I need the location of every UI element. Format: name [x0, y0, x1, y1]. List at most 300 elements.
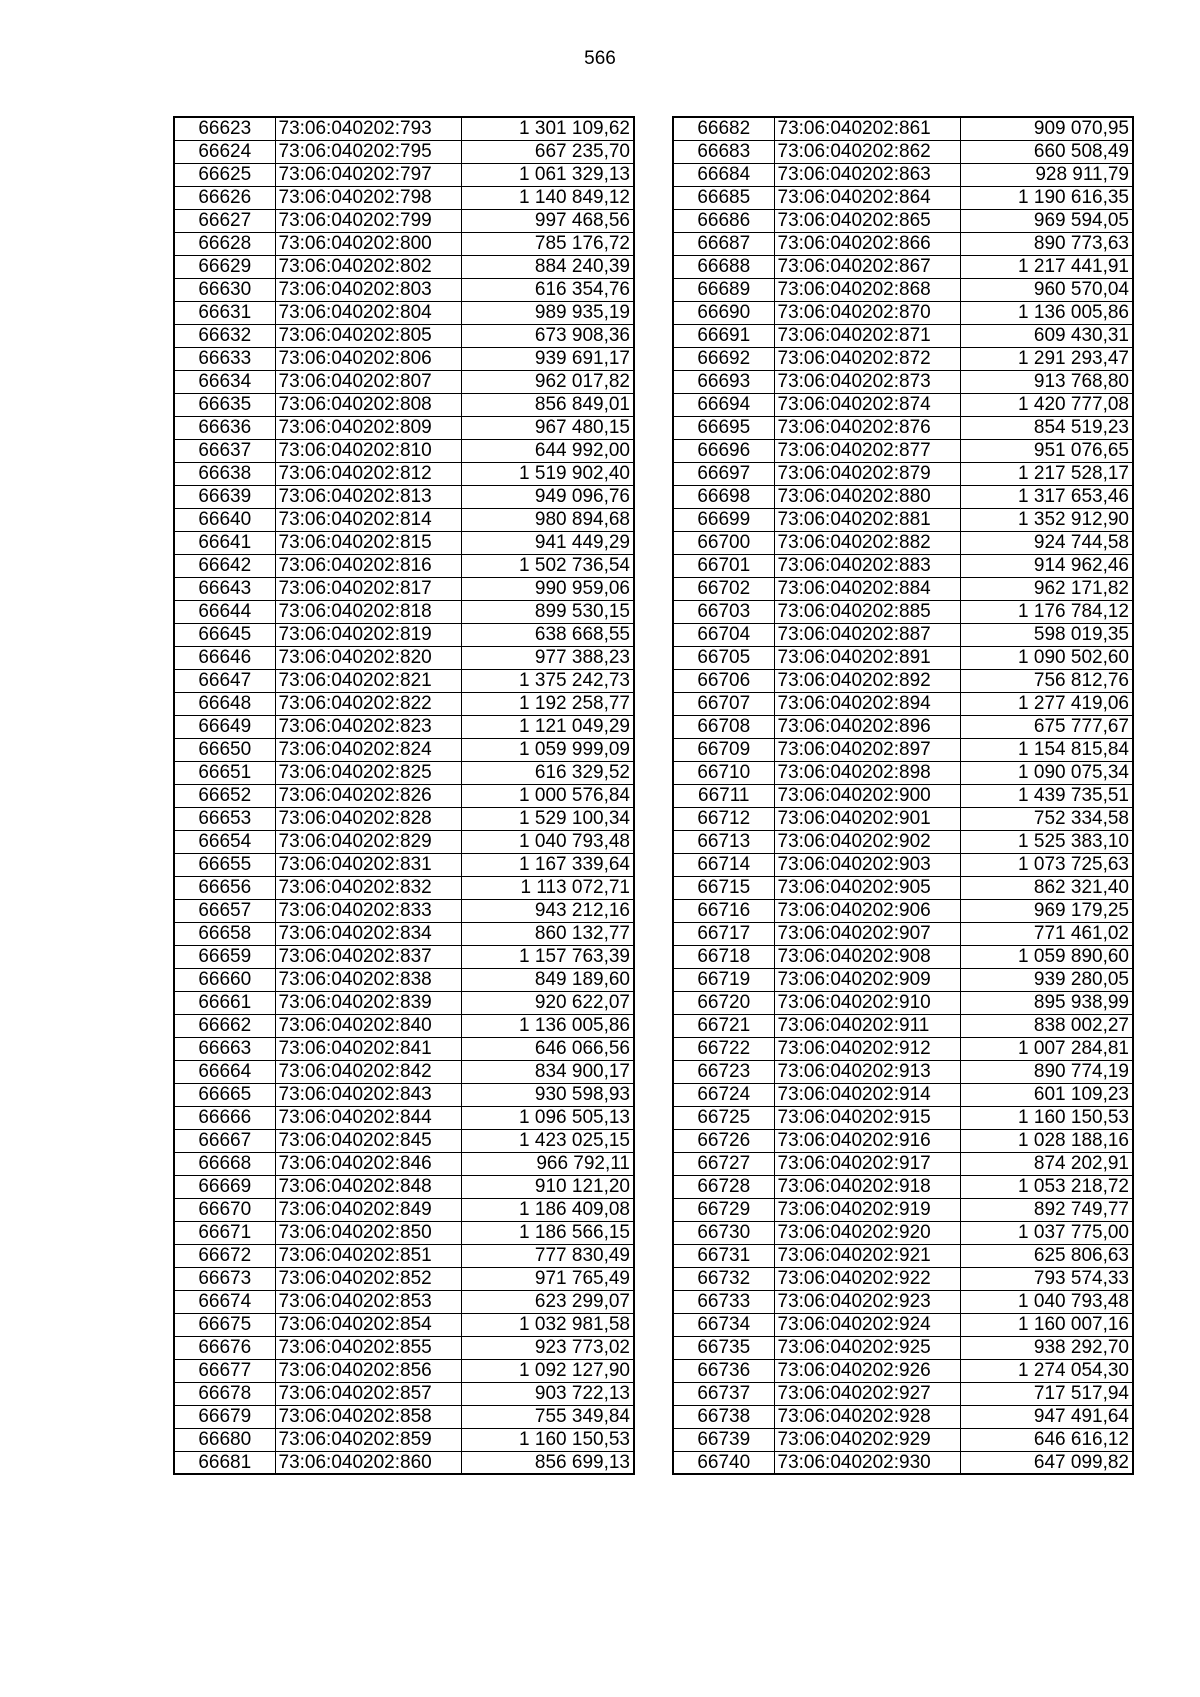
table-row [174, 1428, 634, 1451]
table-row [673, 991, 1133, 1014]
row-number-cell: 66626 [174, 186, 275, 209]
cadastral-value-cell: 924 744,58 [960, 531, 1133, 554]
row-number-cell: 66704 [673, 623, 774, 646]
row-number-cell: 66669 [174, 1175, 275, 1198]
row-number-cell: 66641 [174, 531, 275, 554]
row-number-cell: 66697 [673, 462, 774, 485]
cadastral-value-cell: 1 301 109,62 [461, 117, 634, 140]
cadastral-value-cell: 1 217 441,91 [960, 255, 1133, 278]
row-number-cell: 66725 [673, 1106, 774, 1129]
cadastral-number-cell: 73:06:040202:797 [275, 163, 461, 186]
cadastral-value-cell: 874 202,91 [960, 1152, 1133, 1175]
row-number-cell: 66663 [174, 1037, 275, 1060]
table-row [673, 945, 1133, 968]
cadastral-value-cell: 1 032 981,58 [461, 1313, 634, 1336]
cadastral-number-cell: 73:06:040202:845 [275, 1129, 461, 1152]
cadastral-value-cell: 1 423 025,15 [461, 1129, 634, 1152]
cadastral-value-cell: 1 274 054,30 [960, 1359, 1133, 1382]
row-number-cell: 66727 [673, 1152, 774, 1175]
cadastral-value-cell: 943 212,16 [461, 899, 634, 922]
cadastral-value-cell: 1 090 502,60 [960, 646, 1133, 669]
table-row [673, 462, 1133, 485]
cadastral-value-cell: 625 806,63 [960, 1244, 1133, 1267]
row-number-cell: 66734 [673, 1313, 774, 1336]
row-number-cell: 66645 [174, 623, 275, 646]
cadastral-number-cell: 73:06:040202:819 [275, 623, 461, 646]
row-number-cell: 66714 [673, 853, 774, 876]
table-row [673, 1014, 1133, 1037]
table-row [673, 807, 1133, 830]
cadastral-value-cell: 890 773,63 [960, 232, 1133, 255]
cadastral-value-cell: 920 622,07 [461, 991, 634, 1014]
cadastral-number-cell: 73:06:040202:802 [275, 255, 461, 278]
row-number-cell: 66668 [174, 1152, 275, 1175]
cadastral-number-cell: 73:06:040202:842 [275, 1060, 461, 1083]
row-number-cell: 66628 [174, 232, 275, 255]
row-number-cell: 66636 [174, 416, 275, 439]
table-row [673, 232, 1133, 255]
row-number-cell: 66713 [673, 830, 774, 853]
cadastral-value-cell: 854 519,23 [960, 416, 1133, 439]
cadastral-number-cell: 73:06:040202:824 [275, 738, 461, 761]
row-number-cell: 66648 [174, 692, 275, 715]
cadastral-number-cell: 73:06:040202:860 [275, 1451, 461, 1474]
row-number-cell: 66664 [174, 1060, 275, 1083]
table-row [673, 1083, 1133, 1106]
cadastral-number-cell: 73:06:040202:810 [275, 439, 461, 462]
cadastral-value-cell: 834 900,17 [461, 1060, 634, 1083]
cadastral-number-cell: 73:06:040202:809 [275, 416, 461, 439]
row-number-cell: 66721 [673, 1014, 774, 1037]
cadastral-value-cell: 771 461,02 [960, 922, 1133, 945]
table-row [174, 853, 634, 876]
cadastral-number-cell: 73:06:040202:916 [774, 1129, 960, 1152]
table-row [174, 278, 634, 301]
table-row [174, 945, 634, 968]
table-row [174, 301, 634, 324]
cadastral-number-cell: 73:06:040202:813 [275, 485, 461, 508]
cadastral-number-cell: 73:06:040202:905 [774, 876, 960, 899]
cadastral-number-cell: 73:06:040202:891 [774, 646, 960, 669]
cadastral-value-cell: 989 935,19 [461, 301, 634, 324]
table-row [174, 370, 634, 393]
cadastral-number-cell: 73:06:040202:832 [275, 876, 461, 899]
row-number-cell: 66676 [174, 1336, 275, 1359]
row-number-cell: 66715 [673, 876, 774, 899]
row-number-cell: 66731 [673, 1244, 774, 1267]
row-number-cell: 66736 [673, 1359, 774, 1382]
cadastral-number-cell: 73:06:040202:833 [275, 899, 461, 922]
row-number-cell: 66717 [673, 922, 774, 945]
row-number-cell: 66681 [174, 1451, 275, 1474]
row-number-cell: 66733 [673, 1290, 774, 1313]
table-row [673, 209, 1133, 232]
table-row [673, 1451, 1133, 1474]
table-row [174, 669, 634, 692]
cadastral-value-cell: 1 092 127,90 [461, 1359, 634, 1382]
cadastral-value-cell: 951 076,65 [960, 439, 1133, 462]
table-row [174, 899, 634, 922]
cadastral-number-cell: 73:06:040202:894 [774, 692, 960, 715]
cadastral-number-cell: 73:06:040202:862 [774, 140, 960, 163]
row-number-cell: 66722 [673, 1037, 774, 1060]
cadastral-value-cell: 980 894,68 [461, 508, 634, 531]
cadastral-value-cell: 1 040 793,48 [461, 830, 634, 853]
table-row [174, 1152, 634, 1175]
row-number-cell: 66649 [174, 715, 275, 738]
row-number-cell: 66726 [673, 1129, 774, 1152]
cadastral-number-cell: 73:06:040202:921 [774, 1244, 960, 1267]
row-number-cell: 66680 [174, 1428, 275, 1451]
row-number-cell: 66623 [174, 117, 275, 140]
table-row [673, 1428, 1133, 1451]
row-number-cell: 66644 [174, 600, 275, 623]
cadastral-value-cell: 785 176,72 [461, 232, 634, 255]
row-number-cell: 66671 [174, 1221, 275, 1244]
table-row [673, 1198, 1133, 1221]
row-number-cell: 66632 [174, 324, 275, 347]
table-row [673, 1359, 1133, 1382]
table-row [174, 554, 634, 577]
row-number-cell: 66716 [673, 899, 774, 922]
row-number-cell: 66665 [174, 1083, 275, 1106]
table-row [174, 232, 634, 255]
cadastral-value-cell: 646 616,12 [960, 1428, 1133, 1451]
cadastral-value-cell: 856 849,01 [461, 393, 634, 416]
cadastral-value-cell: 638 668,55 [461, 623, 634, 646]
table-row [174, 876, 634, 899]
cadastral-value-cell: 949 096,76 [461, 485, 634, 508]
cadastral-value-cell: 1 352 912,90 [960, 508, 1133, 531]
cadastral-value-cell: 616 329,52 [461, 761, 634, 784]
cadastral-value-cell: 673 908,36 [461, 324, 634, 347]
cadastral-value-cell: 928 911,79 [960, 163, 1133, 186]
table-row [673, 1175, 1133, 1198]
cadastral-number-cell: 73:06:040202:926 [774, 1359, 960, 1382]
row-number-cell: 66635 [174, 393, 275, 416]
table-row [673, 715, 1133, 738]
table-row [174, 416, 634, 439]
row-number-cell: 66674 [174, 1290, 275, 1313]
cadastral-value-cell: 849 189,60 [461, 968, 634, 991]
cadastral-number-cell: 73:06:040202:851 [275, 1244, 461, 1267]
row-number-cell: 66720 [673, 991, 774, 1014]
cadastral-value-cell: 1 121 049,29 [461, 715, 634, 738]
cadastral-number-cell: 73:06:040202:853 [275, 1290, 461, 1313]
table-row [174, 577, 634, 600]
table-row [174, 807, 634, 830]
cadastral-number-cell: 73:06:040202:864 [774, 186, 960, 209]
table-row [673, 1060, 1133, 1083]
cadastral-number-cell: 73:06:040202:884 [774, 577, 960, 600]
table-row [174, 1244, 634, 1267]
table-row [673, 669, 1133, 692]
table-row [673, 646, 1133, 669]
cadastral-value-cell: 966 792,11 [461, 1152, 634, 1175]
table-row [174, 255, 634, 278]
cadastral-value-cell: 892 749,77 [960, 1198, 1133, 1221]
cadastral-number-cell: 73:06:040202:908 [774, 945, 960, 968]
row-number-cell: 66655 [174, 853, 275, 876]
cadastral-number-cell: 73:06:040202:879 [774, 462, 960, 485]
cadastral-number-cell: 73:06:040202:929 [774, 1428, 960, 1451]
cadastral-value-cell: 1 375 242,73 [461, 669, 634, 692]
cadastral-number-cell: 73:06:040202:799 [275, 209, 461, 232]
table-row [174, 600, 634, 623]
table-row [673, 186, 1133, 209]
table-row [673, 623, 1133, 646]
table-row [174, 117, 634, 140]
cadastral-value-cell: 601 109,23 [960, 1083, 1133, 1106]
cadastral-number-cell: 73:06:040202:928 [774, 1405, 960, 1428]
row-number-cell: 66673 [174, 1267, 275, 1290]
table-row [673, 899, 1133, 922]
cadastral-value-cell: 962 171,82 [960, 577, 1133, 600]
table-row [673, 1267, 1133, 1290]
cadastral-number-cell: 73:06:040202:880 [774, 485, 960, 508]
table-row [673, 347, 1133, 370]
cadastral-value-cell: 1 186 566,15 [461, 1221, 634, 1244]
cadastral-number-cell: 73:06:040202:834 [275, 922, 461, 945]
cadastral-value-cell: 977 388,23 [461, 646, 634, 669]
cadastral-number-cell: 73:06:040202:868 [774, 278, 960, 301]
cadastral-value-cell: 1 113 072,71 [461, 876, 634, 899]
cadastral-value-cell: 1 090 075,34 [960, 761, 1133, 784]
cadastral-number-cell: 73:06:040202:913 [774, 1060, 960, 1083]
table-row [673, 370, 1133, 393]
row-number-cell: 66653 [174, 807, 275, 830]
cadastral-number-cell: 73:06:040202:873 [774, 370, 960, 393]
table-row [174, 1313, 634, 1336]
table-row [174, 347, 634, 370]
row-number-cell: 66708 [673, 715, 774, 738]
cadastral-number-cell: 73:06:040202:906 [774, 899, 960, 922]
row-number-cell: 66729 [673, 1198, 774, 1221]
cadastral-value-cell: 644 992,00 [461, 439, 634, 462]
cadastral-value-cell: 1 186 409,08 [461, 1198, 634, 1221]
cadastral-number-cell: 73:06:040202:885 [774, 600, 960, 623]
row-number-cell: 66690 [673, 301, 774, 324]
cadastral-value-cell: 914 962,46 [960, 554, 1133, 577]
cadastral-number-cell: 73:06:040202:876 [774, 416, 960, 439]
cadastral-number-cell: 73:06:040202:871 [774, 324, 960, 347]
cadastral-number-cell: 73:06:040202:897 [774, 738, 960, 761]
cadastral-value-cell: 616 354,76 [461, 278, 634, 301]
cadastral-number-cell: 73:06:040202:896 [774, 715, 960, 738]
cadastral-number-cell: 73:06:040202:808 [275, 393, 461, 416]
table-row [174, 508, 634, 531]
cadastral-value-cell: 997 468,56 [461, 209, 634, 232]
cadastral-value-cell: 646 066,56 [461, 1037, 634, 1060]
cadastral-number-cell: 73:06:040202:818 [275, 600, 461, 623]
cadastral-number-cell: 73:06:040202:857 [275, 1382, 461, 1405]
cadastral-number-cell: 73:06:040202:825 [275, 761, 461, 784]
cadastral-number-cell: 73:06:040202:803 [275, 278, 461, 301]
row-number-cell: 66700 [673, 531, 774, 554]
cadastral-number-cell: 73:06:040202:858 [275, 1405, 461, 1428]
cadastral-number-cell: 73:06:040202:804 [275, 301, 461, 324]
table-row [673, 922, 1133, 945]
table-row [673, 163, 1133, 186]
cadastral-value-cell: 755 349,84 [461, 1405, 634, 1428]
row-number-cell: 66662 [174, 1014, 275, 1037]
table-row [673, 577, 1133, 600]
row-number-cell: 66629 [174, 255, 275, 278]
row-number-cell: 66712 [673, 807, 774, 830]
cadastral-number-cell: 73:06:040202:840 [275, 1014, 461, 1037]
cadastral-value-cell: 960 570,04 [960, 278, 1133, 301]
cadastral-number-cell: 73:06:040202:795 [275, 140, 461, 163]
table-row [174, 784, 634, 807]
row-number-cell: 66740 [673, 1451, 774, 1474]
row-number-cell: 66698 [673, 485, 774, 508]
cadastral-number-cell: 73:06:040202:919 [774, 1198, 960, 1221]
cadastral-number-cell: 73:06:040202:820 [275, 646, 461, 669]
cadastral-number-cell: 73:06:040202:837 [275, 945, 461, 968]
cadastral-number-cell: 73:06:040202:872 [774, 347, 960, 370]
cadastral-number-cell: 73:06:040202:846 [275, 1152, 461, 1175]
row-number-cell: 66666 [174, 1106, 275, 1129]
cadastral-number-cell: 73:06:040202:831 [275, 853, 461, 876]
table-row [174, 531, 634, 554]
table-row [174, 1267, 634, 1290]
cadastral-number-cell: 73:06:040202:874 [774, 393, 960, 416]
cadastral-value-cell: 1 154 815,84 [960, 738, 1133, 761]
table-row [673, 738, 1133, 761]
cadastral-value-cell: 1 529 100,34 [461, 807, 634, 830]
table-row [174, 646, 634, 669]
table-row [673, 1290, 1133, 1313]
table-row [174, 623, 634, 646]
row-number-cell: 66738 [673, 1405, 774, 1428]
table-row [174, 140, 634, 163]
cadastral-value-cell: 609 430,31 [960, 324, 1133, 347]
row-number-cell: 66709 [673, 738, 774, 761]
cadastral-number-cell: 73:06:040202:828 [275, 807, 461, 830]
table-row [673, 876, 1133, 899]
cadastral-value-cell: 856 699,13 [461, 1451, 634, 1474]
row-number-cell: 66735 [673, 1336, 774, 1359]
cadastral-value-cell: 717 517,94 [960, 1382, 1133, 1405]
table-row [673, 1313, 1133, 1336]
cadastral-number-cell: 73:06:040202:859 [275, 1428, 461, 1451]
cadastral-value-cell: 1 059 999,09 [461, 738, 634, 761]
row-number-cell: 66719 [673, 968, 774, 991]
cadastral-number-cell: 73:06:040202:914 [774, 1083, 960, 1106]
cadastral-number-cell: 73:06:040202:854 [275, 1313, 461, 1336]
table-row [174, 991, 634, 1014]
cadastral-value-cell: 895 938,99 [960, 991, 1133, 1014]
table-row [174, 1290, 634, 1313]
cadastral-number-cell: 73:06:040202:900 [774, 784, 960, 807]
cadastral-value-cell: 1 096 505,13 [461, 1106, 634, 1129]
cadastral-value-cell: 647 099,82 [960, 1451, 1133, 1474]
cadastral-value-cell: 1 059 890,60 [960, 945, 1133, 968]
cadastral-value-cell: 675 777,67 [960, 715, 1133, 738]
cadastral-number-cell: 73:06:040202:892 [774, 669, 960, 692]
table-row [174, 1451, 634, 1474]
row-number-cell: 66639 [174, 485, 275, 508]
cadastral-value-cell: 1 053 218,72 [960, 1175, 1133, 1198]
cadastral-value-cell: 913 768,80 [960, 370, 1133, 393]
table-row [673, 531, 1133, 554]
cadastral-value-cell: 1 277 419,06 [960, 692, 1133, 715]
register-table-left [173, 116, 635, 1475]
table-row [174, 1175, 634, 1198]
table-row [174, 1106, 634, 1129]
table-row [673, 968, 1133, 991]
cadastral-value-cell: 660 508,49 [960, 140, 1133, 163]
row-number-cell: 66702 [673, 577, 774, 600]
table-row [673, 1244, 1133, 1267]
row-number-cell: 66686 [673, 209, 774, 232]
row-number-cell: 66701 [673, 554, 774, 577]
table-row [673, 485, 1133, 508]
cadastral-value-cell: 1 519 902,40 [461, 462, 634, 485]
cadastral-value-cell: 1 291 293,47 [960, 347, 1133, 370]
row-number-cell: 66703 [673, 600, 774, 623]
row-number-cell: 66646 [174, 646, 275, 669]
table-row [673, 1037, 1133, 1060]
table-row [673, 1382, 1133, 1405]
table-row [673, 761, 1133, 784]
cadastral-number-cell: 73:06:040202:910 [774, 991, 960, 1014]
cadastral-value-cell: 1 000 576,84 [461, 784, 634, 807]
row-number-cell: 66657 [174, 899, 275, 922]
row-number-cell: 66679 [174, 1405, 275, 1428]
row-number-cell: 66633 [174, 347, 275, 370]
cadastral-number-cell: 73:06:040202:930 [774, 1451, 960, 1474]
cadastral-number-cell: 73:06:040202:812 [275, 462, 461, 485]
cadastral-value-cell: 938 292,70 [960, 1336, 1133, 1359]
cadastral-value-cell: 884 240,39 [461, 255, 634, 278]
cadastral-value-cell: 890 774,19 [960, 1060, 1133, 1083]
row-number-cell: 66675 [174, 1313, 275, 1336]
row-number-cell: 66652 [174, 784, 275, 807]
table-row [174, 715, 634, 738]
cadastral-number-cell: 73:06:040202:848 [275, 1175, 461, 1198]
cadastral-number-cell: 73:06:040202:844 [275, 1106, 461, 1129]
cadastral-number-cell: 73:06:040202:917 [774, 1152, 960, 1175]
cadastral-number-cell: 73:06:040202:902 [774, 830, 960, 853]
cadastral-value-cell: 667 235,70 [461, 140, 634, 163]
cadastral-number-cell: 73:06:040202:843 [275, 1083, 461, 1106]
cadastral-value-cell: 1 190 616,35 [960, 186, 1133, 209]
row-number-cell: 66643 [174, 577, 275, 600]
cadastral-number-cell: 73:06:040202:883 [774, 554, 960, 577]
row-number-cell: 66710 [673, 761, 774, 784]
cadastral-number-cell: 73:06:040202:918 [774, 1175, 960, 1198]
register-table-right [672, 116, 1134, 1475]
table-row [174, 439, 634, 462]
row-number-cell: 66631 [174, 301, 275, 324]
row-number-cell: 66634 [174, 370, 275, 393]
table-row [174, 692, 634, 715]
cadastral-number-cell: 73:06:040202:849 [275, 1198, 461, 1221]
table-row [174, 462, 634, 485]
row-number-cell: 66695 [673, 416, 774, 439]
cadastral-value-cell: 1 192 258,77 [461, 692, 634, 715]
cadastral-value-cell: 909 070,95 [960, 117, 1133, 140]
cadastral-number-cell: 73:06:040202:815 [275, 531, 461, 554]
row-number-cell: 66637 [174, 439, 275, 462]
cadastral-number-cell: 73:06:040202:821 [275, 669, 461, 692]
table-row [174, 324, 634, 347]
row-number-cell: 66724 [673, 1083, 774, 1106]
cadastral-number-cell: 73:06:040202:911 [774, 1014, 960, 1037]
cadastral-value-cell: 752 334,58 [960, 807, 1133, 830]
row-number-cell: 66728 [673, 1175, 774, 1198]
